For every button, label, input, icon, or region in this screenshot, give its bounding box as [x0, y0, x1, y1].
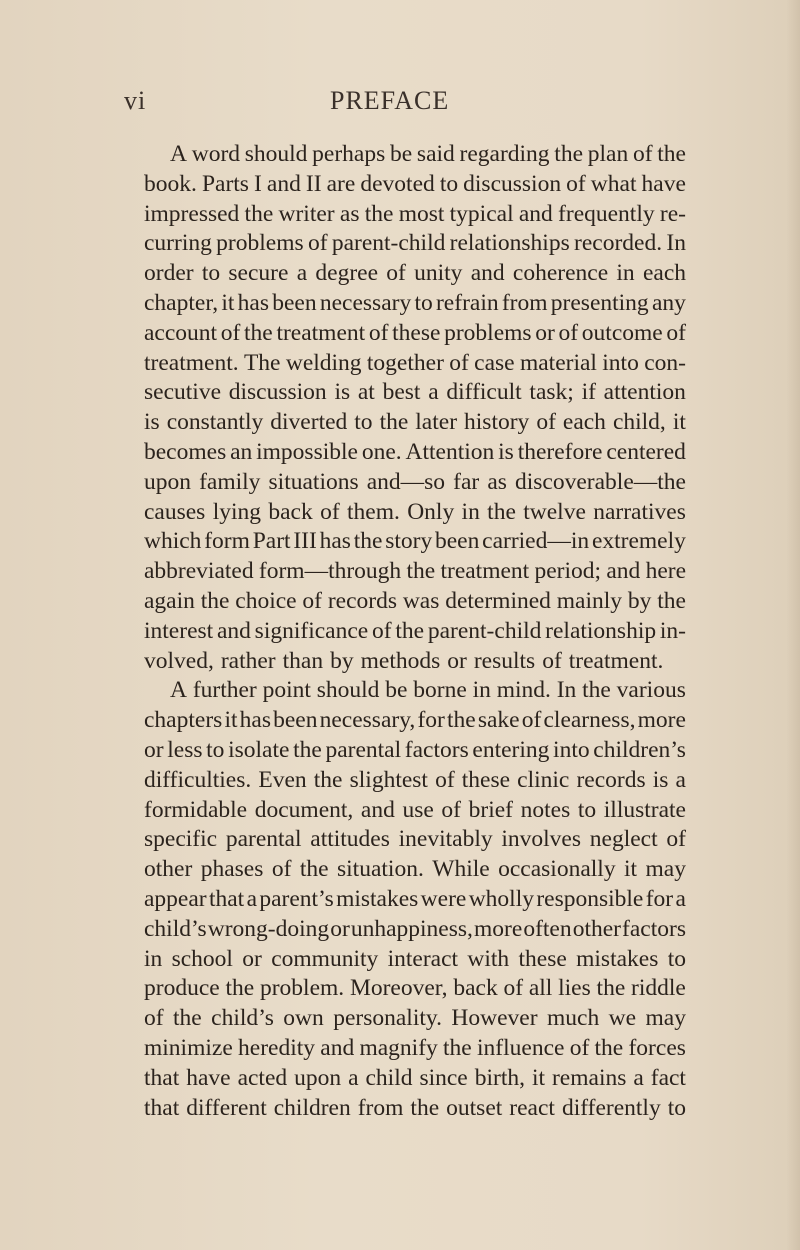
text-line: A further point should be borne in mind. In the various: [170, 677, 686, 704]
text-line: impressed the writer as the most typical and frequently re-: [144, 200, 686, 227]
text-line: chapter, it has been necessary to refrain from presenting any: [144, 289, 686, 316]
text-line: that have acted upon a child since birth, it remains a fact: [144, 1064, 686, 1091]
text-line: appear that a parent’s mistakes were wholly responsible for a: [144, 885, 686, 912]
text-line: child’s wrong-doing or unhappiness, more often other factors: [144, 915, 686, 942]
text-line: other phases of the situation. While occasionally it may: [144, 856, 686, 883]
text-line: treatment. The welding together of case material into con-: [144, 349, 686, 376]
text-line: specific parental attitudes inevitably involves neglect of: [144, 826, 686, 853]
text-line: curring problems of parent-child relationships recorded. In: [144, 230, 686, 257]
text-line: upon family situations and—so far as discoverable—the: [144, 468, 686, 495]
text-line: formidable document, and use of brief notes to illustrate: [144, 796, 686, 823]
text-line: or less to isolate the parental factors entering into children’s: [144, 736, 686, 763]
text-line: book. Parts I and II are devoted to discussion of what have: [144, 170, 686, 197]
text-line: of the child’s own personality. However much we may: [144, 1005, 686, 1032]
text-line: again the choice of records was determined mainly by the: [144, 587, 686, 614]
text-line: produce the problem. Moreover, back of all lies the riddle: [144, 975, 686, 1002]
text-line: difficulties. Even the slightest of these clinic records is a: [144, 766, 686, 793]
text-line: A word should perhaps be said regarding the plan of the: [170, 141, 686, 167]
page-number: vi: [124, 86, 147, 115]
text-line: secutive discussion is at best a difficult task; if attention: [144, 379, 686, 406]
page-edge-shadow: [786, 0, 800, 1250]
text-line: which form Part III has the story been carried—in extremely: [144, 528, 686, 555]
running-head-title: PREFACE: [330, 86, 450, 115]
text-line: in school or community interact with these mistakes to: [144, 945, 686, 972]
text-line: abbreviated form—through the treatment period; and here: [144, 558, 686, 585]
text-line: chapters it has been necessary, for the sake of clearness, more: [144, 707, 686, 734]
text-line: is constantly diverted to the later history of each child, it: [144, 409, 686, 436]
text-line: that different children from the outset react differently to: [144, 1094, 686, 1121]
paragraph: [144, 140, 686, 676]
text-line: becomes an impossible one. Attention is therefore centered: [144, 438, 686, 465]
body-text: [144, 140, 686, 1123]
text-line: minimize heredity and magnify the influence of the forces: [144, 1034, 686, 1061]
running-head: [0, 86, 800, 126]
text-line: causes lying back of them. Only in the twelve narratives: [144, 498, 686, 525]
text-line: order to secure a degree of unity and coherence in each: [144, 260, 686, 287]
paragraph: [144, 676, 686, 1123]
text-line: interest and significance of the parent-child relationship in-: [144, 617, 686, 644]
text-line: account of the treatment of these problems or of outcome of: [144, 319, 686, 346]
text-line: volved, rather than by methods or results of treatment.: [144, 647, 664, 674]
